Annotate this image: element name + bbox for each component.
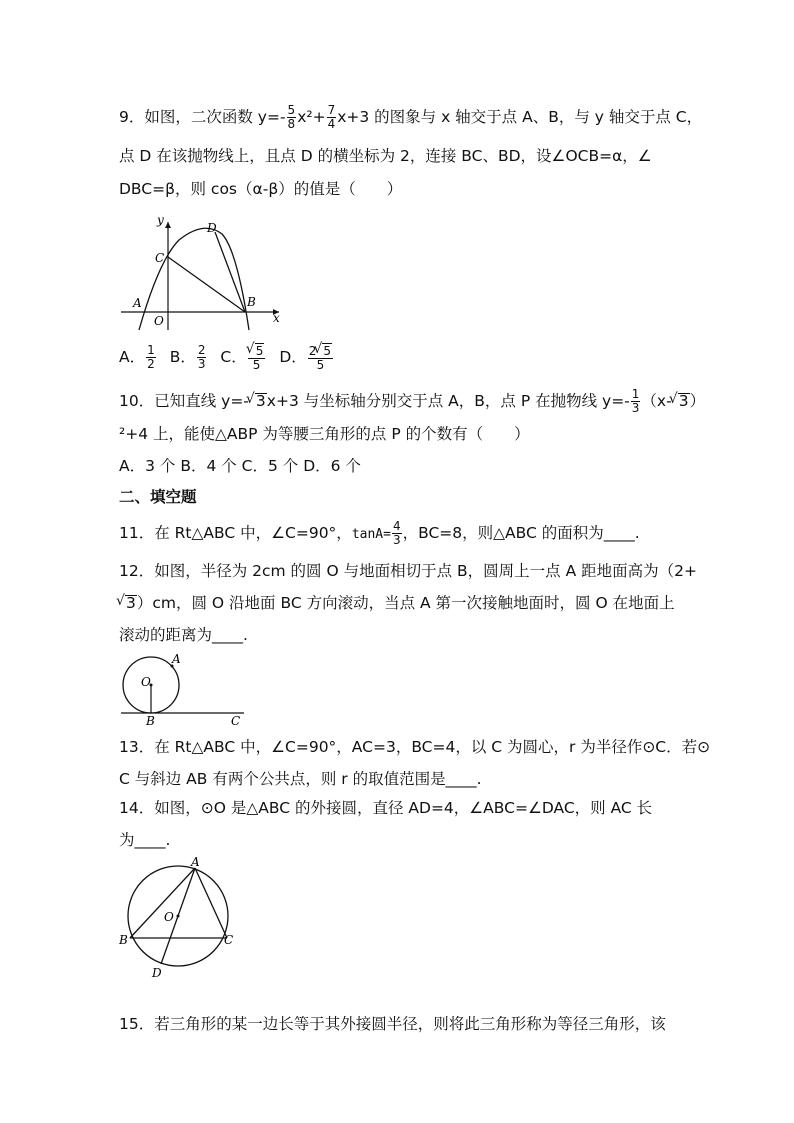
label-b: B — [247, 295, 256, 309]
label-a: A — [133, 296, 142, 310]
q9-option-d[interactable]: D． $\frac{2√ 5}{5}$ — [279, 343, 334, 372]
label-c: C — [155, 251, 165, 265]
q13-line-1: 13．在 Rt△ABC 中，∠C=90°，AC=3，BC=4，以 C 为圆心，r 为半径作⊙C．若⊙ — [119, 738, 711, 756]
q12-line-2: √ 3）cm，圆 O 沿地面 BC 方向滚动，当点 A 第一次接触地面时，圆 O 在地面上 — [119, 592, 675, 614]
fraction-5-8: $\frac{5}{8}$ — [287, 103, 296, 131]
y-axis-arrow-icon — [165, 222, 171, 228]
q9-option-c[interactable]: C． √ $\frac{5}{5}$ — [220, 343, 266, 372]
fraction-7-4: $\frac{7}{4}$ — [327, 103, 336, 131]
q9-line-3: DBC=β，则 cos（α-β）的值是（ ） — [119, 180, 403, 198]
q10-line-1: 10．已知直线 y=-√ 3x+3 与坐标轴分别交于点 A，B，点 P 在抛物线 y=- $\frac{1}{3}$ （x-√ 3） — [119, 388, 705, 415]
label-o: O — [164, 910, 174, 924]
label-c: C — [224, 933, 234, 947]
q10-line-2: ²+4 上，能使△ABP 为等腰三角形的点 P 的个数有（ ） — [119, 425, 530, 443]
q15-line-1: 15．若三角形的某一边长等于其外接圆半径，则将此三角形称为等径三角形，该 — [119, 1015, 666, 1033]
q14-line-2: 为____. — [119, 831, 171, 849]
q10-options[interactable]: A．3 个 B．4 个 C．5 个 D．6 个 — [119, 457, 361, 475]
label-o: O — [154, 314, 164, 328]
label-d: D — [207, 221, 217, 235]
q9-parabola-figure — [119, 210, 289, 332]
label-b: B — [146, 714, 155, 728]
segment-ab — [130, 868, 195, 938]
q12-circle-figure — [119, 652, 249, 730]
q9-line-1: 9．如图，二次函数 y=- $\frac{5}{8}$ x²+ $\frac{7}{4}$ x+3 的图象与 x 轴交于点 A、B，与 y 轴交于点 C， — [119, 103, 703, 131]
center-point — [177, 915, 180, 918]
label-c: C — [231, 714, 241, 728]
segment-bc — [168, 257, 245, 312]
q14-line-1: 14．如图，⊙O 是△ABC 的外接圆，直径 AD=4，∠ABC=∠DAC，则 AC 长 — [119, 799, 653, 817]
q14-circumcircle-figure — [119, 855, 244, 980]
label-y: y — [157, 213, 164, 227]
label-a: A — [191, 855, 200, 869]
label-o: O — [141, 675, 151, 689]
section-heading-fill-blank: 二、填空题 — [119, 488, 197, 506]
q12-line-1: 12．如图，半径为 2cm 的圆 O 与地面相切于点 B，圆周上一点 A 距地面高为（2+ — [119, 562, 697, 580]
label-x: x — [273, 311, 280, 325]
q9-options — [119, 343, 342, 372]
q13-line-2: C 与斜边 AB 有两个公共点，则 r 的取值范围是____. — [119, 770, 482, 788]
label-b: B — [119, 933, 128, 947]
q11-line: 11．在 Rt△ABC 中，∠C=90°，tanA= $\frac{4}{3}$ ，BC=8，则△ABC 的面积为____. — [119, 519, 640, 547]
q9-option-b[interactable]: B． $\frac{2}{3}$ — [169, 343, 206, 371]
label-d: D — [152, 966, 162, 980]
q9-line-2: 点 D 在该抛物线上，且点 D 的横坐标为 2，连接 BC、BD，设∠OCB=α，∠ — [119, 147, 652, 165]
label-a: A — [172, 652, 181, 666]
q9-option-a[interactable]: A． $\frac{1}{2}$ — [119, 343, 155, 371]
segment-bd — [215, 232, 245, 312]
q12-line-3: 滚动的距离为____. — [119, 626, 248, 644]
